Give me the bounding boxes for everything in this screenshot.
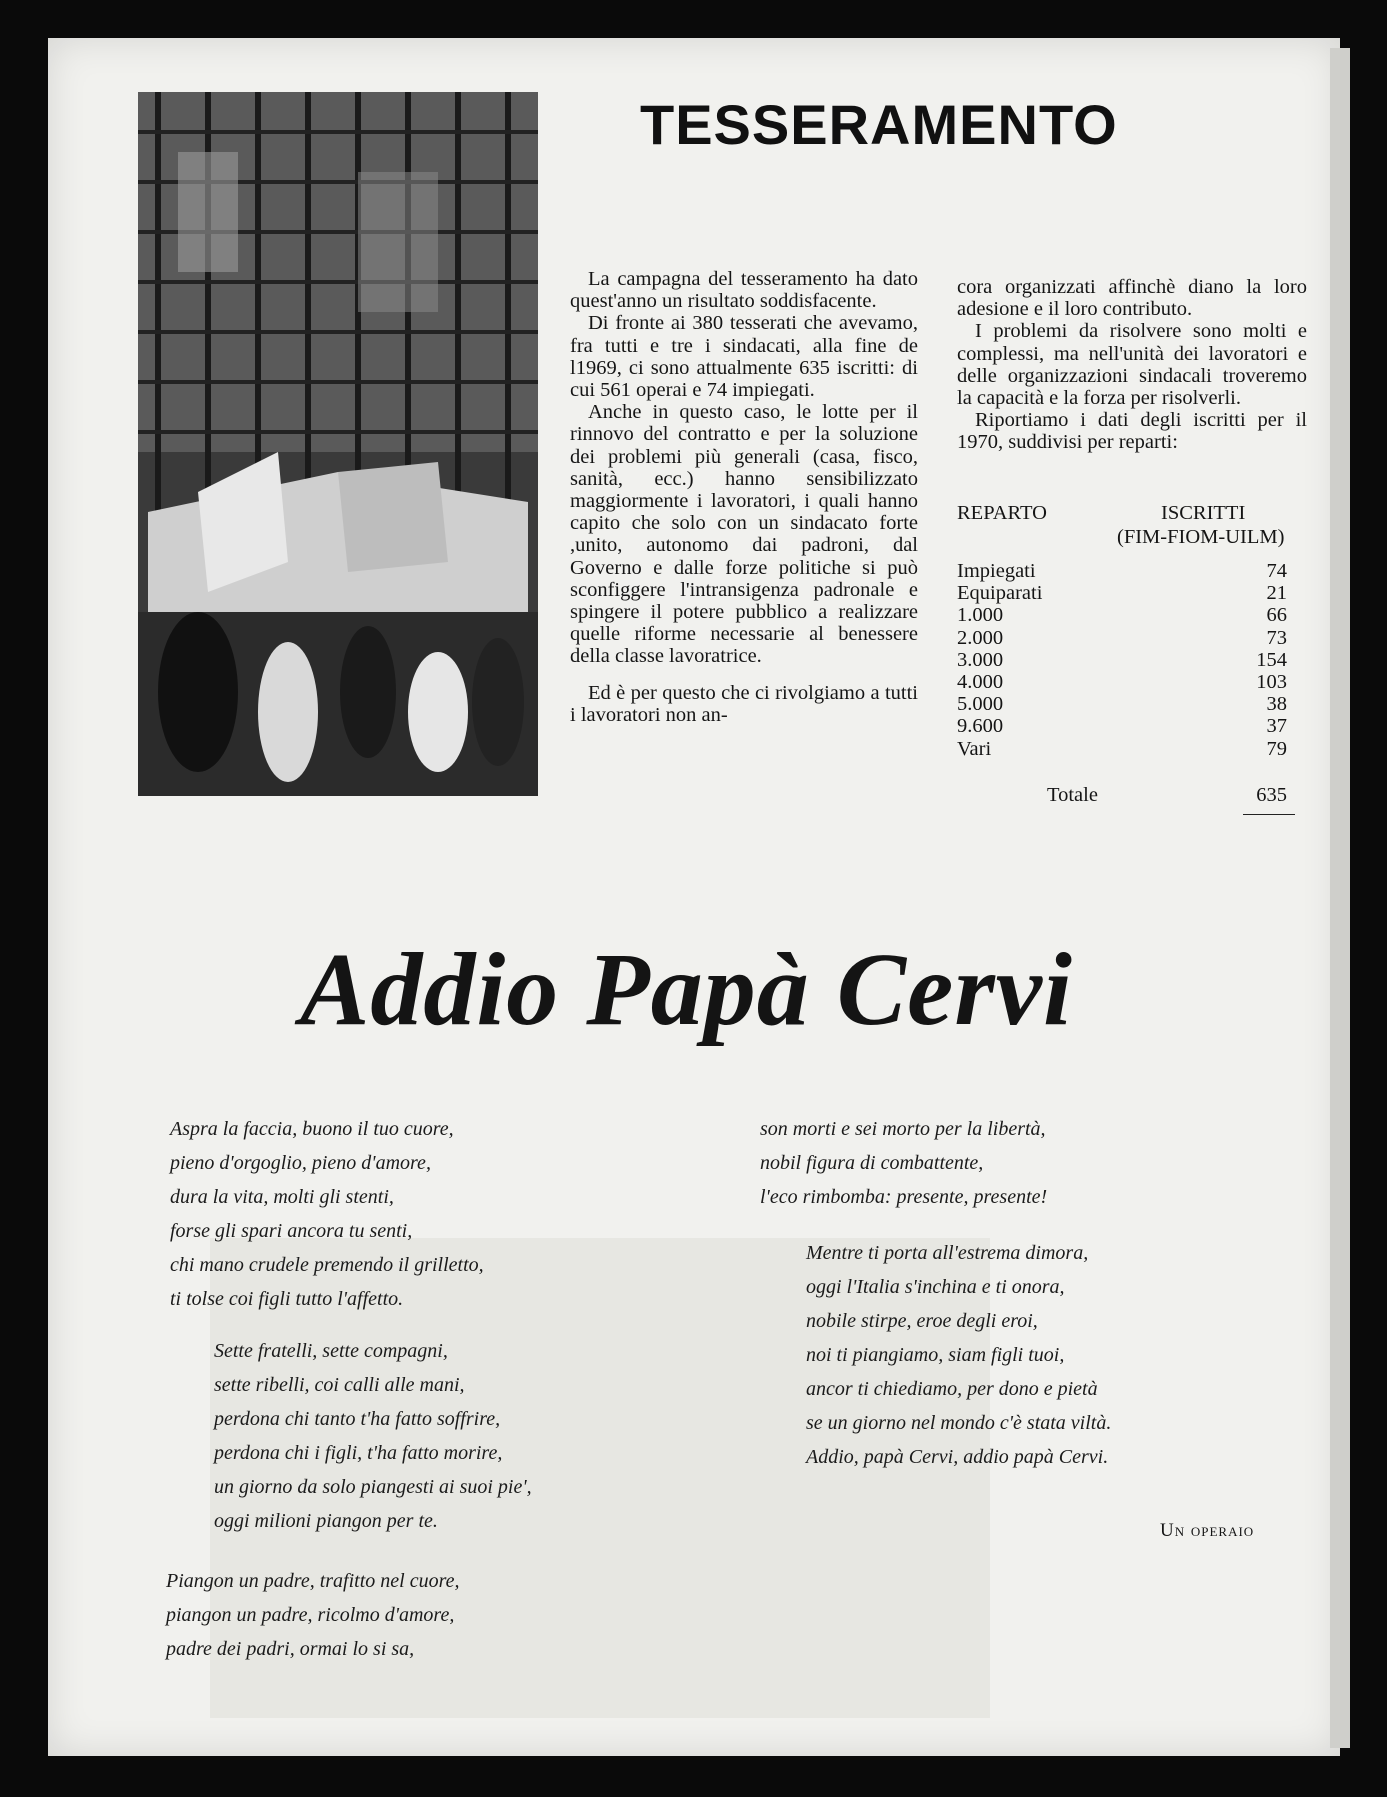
poem-line: perdona chi i figli, t'ha fatto morire, — [214, 1442, 503, 1464]
poem-stanza-1 — [170, 1112, 484, 1316]
iscritti-cell: 21 — [1266, 582, 1287, 605]
table-header — [957, 502, 1307, 548]
table-row — [957, 582, 1307, 604]
reparto-cell: 4.000 — [957, 670, 1004, 693]
poem-line: padre dei padri, ormai lo si sa, — [166, 1638, 415, 1660]
table-row — [957, 560, 1307, 582]
poem-line: ti tolse coi figli tutto l'affetto. — [170, 1288, 404, 1310]
poem-line: Addio, papà Cervi, addio papà Cervi. — [806, 1446, 1109, 1468]
paragraph: Anche in questo caso, le lotte per il rinnovo del contratto e per la soluzione dei problemi più generali (casa, fisco, sanità, ecc.) hanno sensibilizzato maggiormente i lavoratori, i quali hanno capito che solo con un sindacato forte ,unito, autonomo dai padroni, dal Governo e dalle forze politiche si può sconfiggere l'intransigenza padronale e spingere il potere pubblico a realizzare quelle riforme necessarie al benessere della classe lavoratrice. — [570, 401, 918, 668]
poem-line: dura la vita, molti gli stenti, — [170, 1186, 394, 1208]
header-reparto: REPARTO — [957, 502, 1047, 524]
paragraph: Di fronte ai 380 tesserati che avevamo, fra tutti e tre i sindacati, alla fine de l1969, ci sono attualmente 635 iscritti: di cui 561 operai e 74 impiegati. — [570, 312, 918, 402]
poem-line: sette ribelli, coi calli alle mani, — [214, 1374, 465, 1396]
poem-line: Aspra la faccia, buono il tuo cuore, — [170, 1118, 454, 1140]
total-label: Totale — [1047, 784, 1098, 806]
poem-stanza-4 — [760, 1112, 1047, 1214]
poem-signature: Un operaio — [1160, 1520, 1255, 1541]
paragraph: La campagna del tesseramento ha dato quest'anno un risultato soddisfacente. — [570, 268, 918, 313]
total-value: 635 — [1256, 784, 1287, 806]
table-row — [957, 715, 1307, 737]
iscritti-cell: 103 — [1256, 670, 1287, 693]
iscritti-cell: 37 — [1266, 715, 1287, 738]
article-column-2 — [957, 276, 1307, 454]
iscritti-table — [957, 502, 1307, 806]
reparto-cell: 5.000 — [957, 693, 1004, 716]
poem-line: se un giorno nel mondo c'è stata viltà. — [806, 1412, 1112, 1434]
poem-line: nobile stirpe, eroe degli eroi, — [806, 1310, 1038, 1332]
article-title: TESSERAMENTO — [640, 93, 1118, 156]
poem-line: perdona chi tanto t'ha fatto soffrire, — [214, 1408, 501, 1430]
poem-line: nobil figura di combattente, — [760, 1152, 984, 1174]
iscritti-cell: 79 — [1266, 737, 1287, 760]
poem-line: un giorno da solo piangesti ai suoi pie', — [214, 1476, 532, 1498]
poem-line: noi ti piangiamo, siam figli tuoi, — [806, 1344, 1065, 1366]
reparto-cell: 2.000 — [957, 626, 1004, 649]
paragraph: I problemi da risolvere sono molti e complessi, ma nell'unità dei lavoratori e delle organizzazioni sindacali troveremo la capacità e la forza per risolverli. — [957, 320, 1307, 410]
poem-line: chi mano crudele premendo il grilletto, — [170, 1254, 484, 1276]
poem-line: Sette fratelli, sette compagni, — [214, 1340, 448, 1362]
poem-line: son morti e sei morto per la libertà, — [760, 1118, 1046, 1140]
reparto-cell: Impiegati — [957, 560, 1036, 582]
poem-stanza-3 — [166, 1564, 460, 1666]
poem-line: l'eco rimbomba: presente, presente! — [760, 1186, 1048, 1208]
iscritti-cell: 73 — [1266, 626, 1287, 649]
table-row — [957, 738, 1307, 760]
table-rows — [957, 560, 1307, 760]
poem-line: oggi milioni piangon per te. — [214, 1510, 438, 1532]
page-edge — [1330, 48, 1350, 1748]
table-row — [957, 627, 1307, 649]
reparto-cell: 3.000 — [957, 648, 1004, 671]
paragraph: cora organizzati affinchè diano la loro adesione e il loro contributo. — [957, 276, 1307, 321]
poem-line: oggi l'Italia s'inchina e ti onora, — [806, 1276, 1065, 1298]
table-row — [957, 671, 1307, 693]
poem-stanza-2 — [214, 1334, 532, 1538]
total-underline — [1243, 814, 1295, 815]
article-column-1 — [570, 268, 918, 726]
paragraph: Ed è per questo che ci rivolgiamo a tutti i lavoratori non an- — [570, 681, 918, 726]
table-row — [957, 604, 1307, 626]
table-row — [957, 693, 1307, 715]
poem-line: forse gli spari ancora tu senti, — [170, 1220, 413, 1242]
iscritti-cell: 154 — [1256, 648, 1287, 671]
poem-line: piangon un padre, ricolmo d'amore, — [166, 1604, 455, 1626]
protest-photo-graphic — [138, 92, 538, 796]
table-row — [957, 649, 1307, 671]
protest-photo — [138, 92, 538, 796]
poem-line: pieno d'orgoglio, pieno d'amore, — [170, 1152, 431, 1174]
iscritti-cell: 74 — [1266, 560, 1287, 582]
poem-line: Piangon un padre, trafitto nel cuore, — [166, 1570, 460, 1592]
reparto-cell: 9.600 — [957, 715, 1004, 738]
reparto-cell: Vari — [957, 737, 992, 760]
poem-line: Mentre ti porta all'estrema dimora, — [806, 1242, 1089, 1264]
reparto-cell: Equiparati — [957, 582, 1043, 605]
poem-line: ancor ti chiediamo, per dono e pietà — [806, 1378, 1098, 1400]
reparto-cell: 1.000 — [957, 604, 1004, 627]
poem-headline: Addio Papà Cervi — [300, 932, 1073, 1047]
iscritti-cell: 38 — [1266, 693, 1287, 716]
iscritti-cell: 66 — [1266, 604, 1287, 627]
table-total — [957, 784, 1307, 808]
header-iscritti: ISCRITTI — [1161, 502, 1246, 524]
poem-stanza-5 — [806, 1236, 1111, 1474]
header-unions: (FIM-FIOM-UILM) — [1117, 526, 1285, 548]
paragraph: Riportiamo i dati degli iscritti per il 1970, suddivisi per reparti: — [957, 409, 1307, 454]
